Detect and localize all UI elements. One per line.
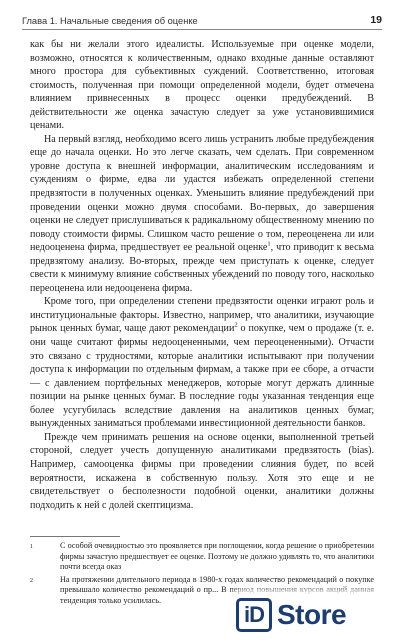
footnote-ref-1: 1 (267, 240, 271, 248)
paragraph-1: как бы ни желали этого идеалисты. Используемые при оценке модели, возможно, относятся к количественным, однако входные данные оставляют много простора для субъективных суждений. Соответственно, итоговая стоимость, полученная при помощи определенной модели, будет отмечена влиянием привнесенных в процесс оценки предубеждений. В действительности же оценка зачастую следует за уже установившимися ценами. (30, 39, 374, 132)
chapter-title: Глава 1. Начальные сведения об оценке (22, 16, 198, 26)
footnote-1 (30, 541, 374, 573)
footnote-mark: 1 (30, 544, 33, 550)
footnote-text: С особой очевидностью это проявляется при поглощении, когда решение о приобретении фирмы зачастую предшествует ее оценке. Поэтому не должно удивлять то, что аналитики почти всегда оказ (60, 541, 374, 572)
store-wordmark: Store (277, 599, 347, 630)
paragraph-3: Кроме того, при определении степени предвзятости оценки играют роль и институциональные факторы. Известно, например, что аналитики, изучающие рынок ценных бумаг, чаще дают рекомендации$^2$ о покупке, чем о продаже (т. е. они чаще считают фирмы недооцененными, чем переоцененными). Отчасти это связано с трудностями, которые аналитики испытывают при получении доступа к информации по отдельным фирмам, а также при ее сборе, а отчасти — с давлением портфельных менеджеров, которые могут держать длинные позиции на рынке ценных бумаг. В последние годы указанная тенденция еще более усугубилась вследствие давления на аналитиков ценных бумаг, вынужденных заниматься проблемами инвестиционной деятельности банков. (30, 296, 374, 430)
footnote-rule (30, 536, 120, 537)
id-logo-icon: iD (236, 598, 272, 632)
footnote-ref-2: 2 (234, 322, 238, 330)
running-header (22, 10, 382, 26)
footnote-text: На протяжении длительного периода в 1980-х годах количество рекомендаций о покупке превышало количество рекомендаций о пр... В период повышения курсов акций данная тенденция только усилилась. (60, 574, 374, 605)
header-rule (22, 29, 382, 30)
body-text (30, 38, 374, 512)
paragraph-4: Прежде чем принимать решения на основе оценки, выполненной третьей стороной, следует учесть допущенную аналитиками предвзятость (bias). Например, самооценка фирмы при проведении слияния будет, по всей вероятности, искажена в собственную пользу. Хотя это еще и не свидетельствует о бесполезности подобной оценки, аналитики должны подходить к ней с долей скептицизма. (30, 431, 374, 511)
page-number: 19 (370, 14, 382, 26)
store-watermark-logo (236, 596, 396, 634)
footnote-mark: 2 (30, 577, 33, 584)
paragraph-2: На первый взгляд, необходимо всего лишь устранить любые предубеждения еще до начала оценки. Но это легче сказать, чем сделать. При современном уровне доступа к внешней информации, аналитическим исследованиям и суждениям о фирме, едва ли удастся избежать определенной степени предвзятости в полученных оценках. Уменьшить влияние предубеждений при проведении оценки можно двумя способами. Во-первых, до завершения оценки не следует прислушиваться к радикальному общественному мнению по поводу стоимости фирмы. Слишком часто решение о том, переоценена ли или недооценена фирма, предшествует ее реальной оценке$^1$, что приводит к весьма предвзятому анализу. Во-вторых, прежде чем приступать к оценке, следует свести к минимуму влияние собственных убеждений по поводу того, насколько переоценена или недооценена фирма. (30, 133, 374, 294)
